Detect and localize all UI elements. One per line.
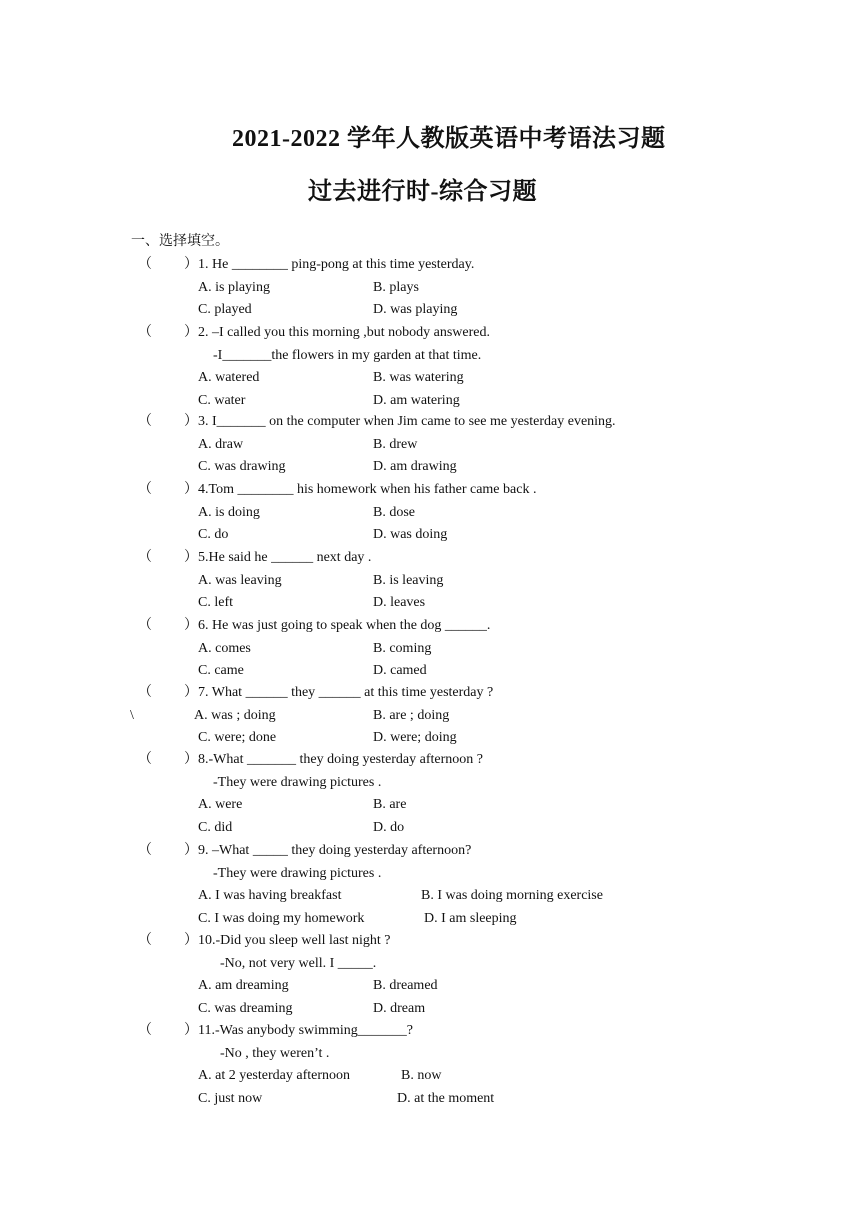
option-a: A. is doing [198, 504, 260, 520]
option-b: B. plays [373, 279, 419, 295]
option-a: A. were [198, 797, 243, 813]
question-stem: 9. –What _____ they doing yesterday afternoon? [198, 843, 472, 858]
answer-paren-close: ） [184, 257, 198, 272]
option-a: A. comes [198, 640, 251, 656]
question-stem: -They were drawing pictures . [213, 774, 382, 790]
answer-paren-open: （ [138, 1023, 152, 1038]
option-d: D. were; doing [373, 730, 457, 746]
option-c: C. played [198, 302, 252, 318]
question-stem: 2. –I called you this morning ,but nobody answered. [198, 325, 491, 340]
option-b: B. drew [373, 436, 418, 452]
question-stem: 7. What ______ they ______ at this time yesterday ? [198, 685, 494, 700]
option-c: C. came [198, 663, 244, 679]
answer-paren-open: （ [138, 752, 152, 767]
option-c: C. just now [198, 1090, 263, 1106]
option-b: B. dreamed [373, 978, 438, 994]
answer-paren-open: （ [138, 685, 152, 700]
answer-paren-open: （ [138, 550, 152, 565]
question-stem: -I_______the flowers in my garden at that time. [213, 347, 482, 363]
answer-paren-close: ） [184, 550, 198, 565]
answer-paren-open: （ [138, 618, 152, 633]
question-stem: 8.-What _______ they doing yesterday afternoon ? [198, 752, 483, 767]
option-c: C. do [198, 527, 229, 543]
option-b: B. coming [373, 640, 432, 656]
option-d: D. dream [373, 1000, 426, 1016]
question-stem: 11.-Was anybody swimming_______? [198, 1023, 413, 1038]
question-stem: -They were drawing pictures . [213, 865, 382, 881]
question-stem: 4.Tom ________ his homework when his father came back . [198, 482, 537, 497]
option-b: B. is leaving [373, 572, 444, 588]
answer-paren-close: ） [184, 752, 198, 767]
question-stem: 1. He ________ ping-pong at this time yesterday. [198, 257, 475, 272]
answer-paren-close: ） [184, 685, 198, 700]
option-d: D. camed [373, 663, 427, 679]
option-a: A. was ; doing [194, 707, 276, 723]
option-b: B. now [401, 1068, 442, 1084]
option-c: C. was dreaming [198, 1000, 293, 1016]
question-stem: 5.He said he ______ next day . [198, 550, 372, 565]
option-d: D. at the moment [397, 1090, 495, 1106]
option-a: A. am dreaming [198, 978, 289, 994]
option-b: B. dose [373, 504, 415, 520]
question-stem: 10.-Did you sleep well last night ? [198, 933, 391, 948]
answer-paren-close: ） [184, 414, 198, 429]
option-d: D. do [373, 819, 405, 835]
answer-paren-open: （ [138, 843, 152, 858]
title-line-2: 过去进行时-综合习题 [308, 179, 537, 205]
answer-paren-open: （ [138, 414, 152, 429]
option-c: C. left [198, 595, 233, 611]
question-stem: 3. I_______ on the computer when Jim came to see me yesterday evening. [198, 414, 616, 429]
question-stem: -No, not very well. I _____. [220, 955, 377, 971]
option-c: C. water [198, 392, 246, 408]
answer-paren-open: （ [138, 933, 152, 948]
option-b: B. are ; doing [373, 707, 450, 723]
option-b: B. was watering [373, 370, 464, 386]
option-d: D. am drawing [373, 459, 457, 475]
option-b: B. are [373, 797, 407, 813]
option-a: A. was leaving [198, 572, 282, 588]
answer-paren-open: （ [138, 257, 152, 272]
question-stem: -No , they weren’t . [220, 1045, 330, 1061]
section-heading: 一、选择填空。 [131, 234, 229, 249]
option-d: D. was doing [373, 527, 448, 543]
option-d: D. was playing [373, 302, 458, 318]
answer-paren-close: ） [184, 933, 198, 948]
option-d: D. I am sleeping [424, 910, 517, 926]
answer-paren-open: （ [138, 325, 152, 340]
option-c: C. did [198, 819, 233, 835]
option-b: B. I was doing morning exercise [421, 888, 603, 904]
answer-paren-close: ） [184, 1023, 198, 1038]
option-c: C. was drawing [198, 459, 286, 475]
option-a: A. watered [198, 370, 260, 386]
answer-paren-open: （ [138, 482, 152, 497]
answer-paren-close: ） [184, 325, 198, 340]
option-a: A. at 2 yesterday afternoon [198, 1068, 350, 1084]
question-stem: 6. He was just going to speak when the dog ______. [198, 618, 491, 633]
option-c: C. were; done [198, 730, 277, 746]
option-a: A. draw [198, 436, 244, 452]
answer-paren-close: ） [184, 843, 198, 858]
title-line-1: 2021-2022 学年人教版英语中考语法习题 [232, 126, 666, 152]
answer-paren-close: ） [184, 482, 198, 497]
answer-paren-close: ） [184, 618, 198, 633]
option-d: D. leaves [373, 595, 426, 611]
option-c: C. I was doing my homework [198, 910, 365, 926]
option-d: D. am watering [373, 392, 460, 408]
option-a: A. I was having breakfast [198, 888, 342, 904]
stray-backslash-mark: \ [130, 707, 134, 723]
option-a: A. is playing [198, 279, 270, 295]
